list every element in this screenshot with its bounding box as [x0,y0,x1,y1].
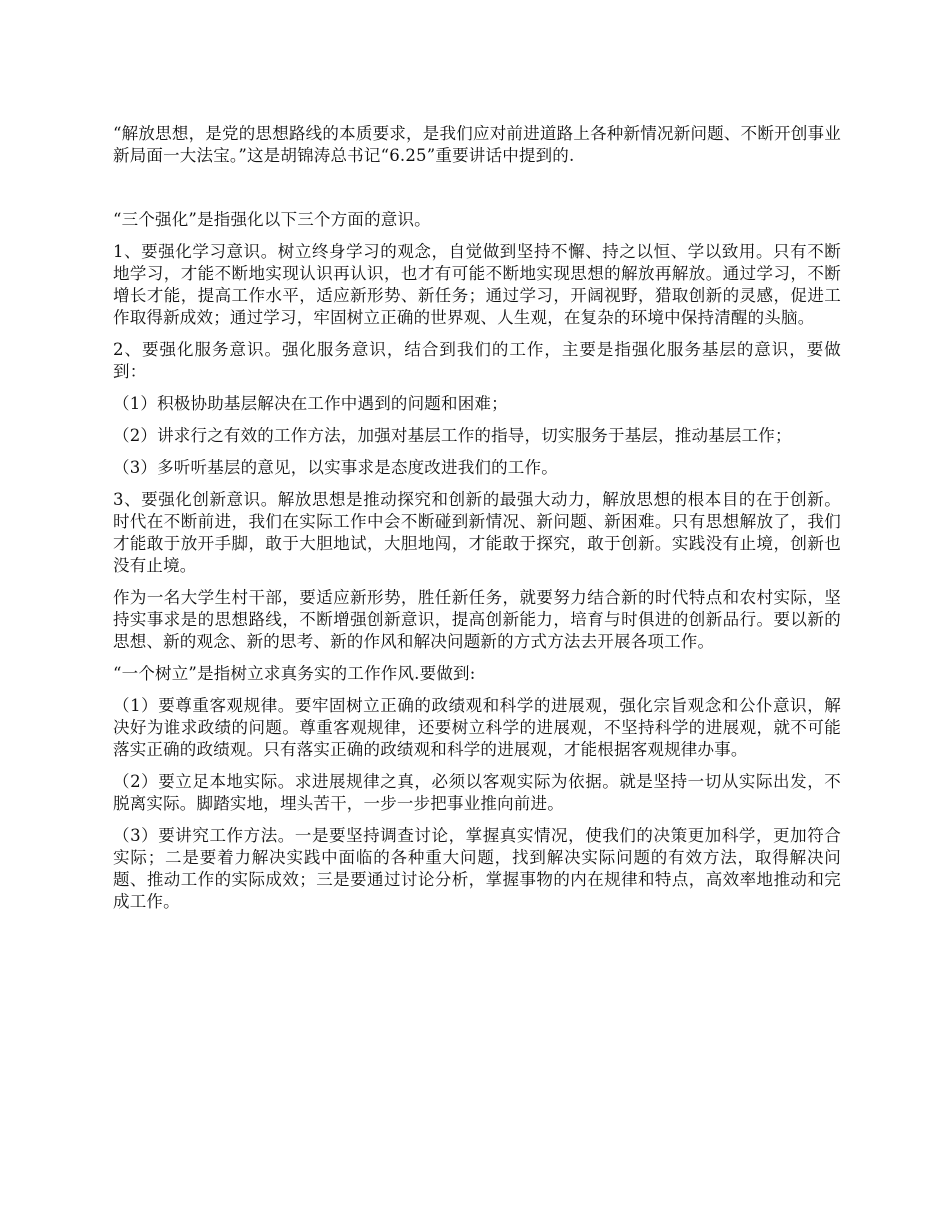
one-establish-heading: “一个树立”是指树立求真务实的工作作风.要做到: [113,664,476,683]
establish-item-1: （1）要尊重客观规律。要牢固树立正确的政绩观和科学的进展观，强化宗旨观念和公仆意识，解决好为谁求政绩的问题。尊重客观规律，还要树立科学的进展观，不坚持科学的进展观，就不可能落实正确的政绩观。只有落实正确的政绩观和科学的进展观，才能根据客观规律办事。 [113,696,841,759]
three-strengthens-heading: “三个强化”是指强化以下三个方面的意识。 [113,210,431,229]
intro-quote-paragraph: “解放思想，是党的思想路线的本质要求，是我们应对前进道路上各种新情况新问题、不断开创事业新局面一大法宝。”这是胡锦涛总书记“6.25”重要讲话中提到的. [113,124,841,165]
service-item-3: （3）多听听基层的意见，以实事求是态度改进我们的工作。 [113,458,558,477]
learning-awareness-paragraph: 1、要强化学习意识。树立终身学习的观念，自觉做到坚持不懈、持之以恒、学以致用。只有不断地学习，才能不断地实现认识再认识，也才有可能不断地实现思想的解放再解放。通过学习，不断增长才能，提高工作水平，适应新形势、新任务；通过学习，开阔视野，猎取创新的灵感，促进工作取得新成效；通过学习，牢固树立正确的世界观、人生观，在复杂的环境中保持清醒的头脑。 [113,242,841,327]
establish-item-2: （2）要立足本地实际。求进展规律之真，必须以客观实际为依据。就是坚持一切从实际出发，不脱离实际。脚踏实地，埋头苦干，一步一步把事业推向前进。 [113,772,841,813]
innovation-awareness-paragraph: 3、要强化创新意识。解放思想是推动探究和创新的最强大动力，解放思想的根本目的在于创新。时代在不断前进，我们在实际工作中会不断碰到新情况、新问题、新困难。只有思想解放了，我们才能敢于放开手脚，敢于大胆地试，大胆地闯，才能敢于探究，敢于创新。实践没有止境，创新也没有止境。 [113,490,841,575]
establish-item-3: （3）要讲究工作方法。一是要坚持调查讨论，掌握真实情况，使我们的决策更加科学，更加符合实际；二是要着力解决实践中面临的各种重大问题，找到解决实际问题的有效方法，取得解决问题、推动工作的实际成效；三是要通过讨论分析，掌握事物的内在规律和特点，高效率地推动和完成工作。 [113,826,841,911]
village-official-paragraph: 作为一名大学生村干部，要适应新形势，胜任新任务，就要努力结合新的时代特点和农村实际，坚持实事求是的思想路线，不断增强创新意识，提高创新能力，培育与时俱进的创新品行。要以新的思想、新的观念、新的思考、新的作风和解决问题新的方式方法去开展各项工作。 [113,588,841,651]
document-page [113,123,841,923]
service-item-2: （2）讲求行之有效的工作方法，加强对基层工作的指导，切实服务于基层，推动基层工作； [113,426,792,445]
service-item-1: （1）积极协助基层解决在工作中遇到的问题和困难； [113,394,508,413]
service-awareness-paragraph: 2、要强化服务意识。强化服务意识，结合到我们的工作，主要是指强化服务基层的意识，要做到： [113,340,841,381]
